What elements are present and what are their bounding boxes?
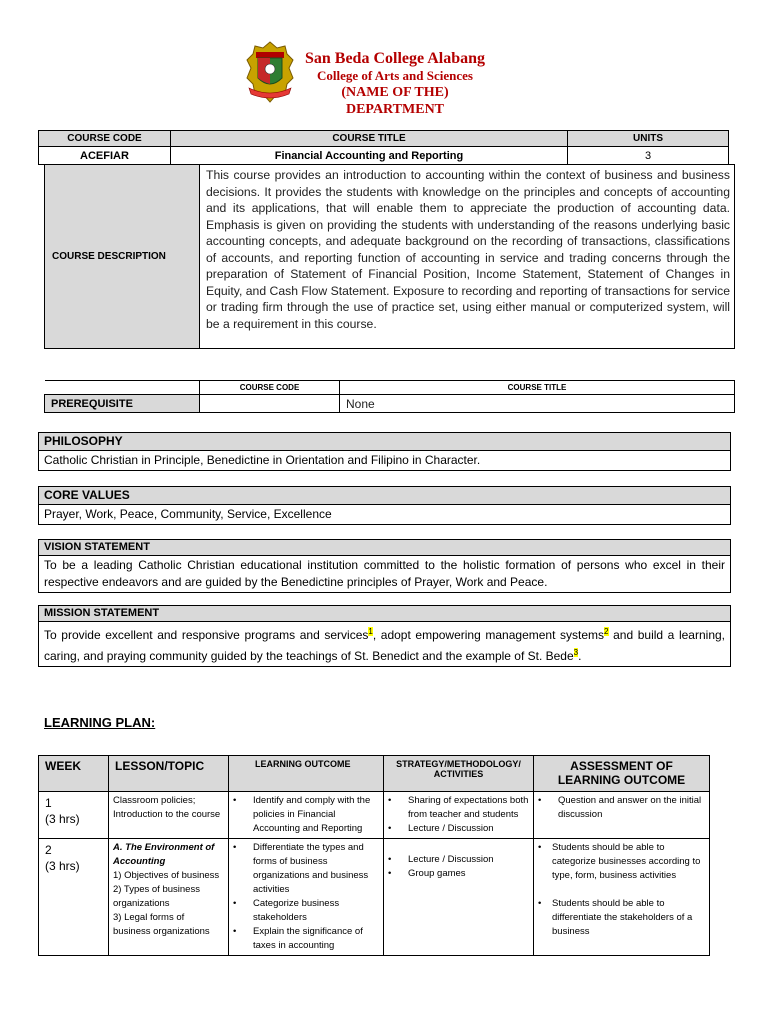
- list-item: • Lecture / Discussion: [388, 853, 529, 867]
- mission-part-3: and build a learning, caring, and praying community guided by the teachings of St. Benedict and the example of St. Bede: [44, 628, 725, 663]
- college-seal-logo: [243, 40, 297, 106]
- header: [300, 50, 490, 118]
- mission-part-4: .: [578, 649, 582, 663]
- core-values-label: CORE VALUES: [39, 487, 730, 505]
- table-row: [39, 839, 710, 956]
- department-line1: (NAME OF THE): [341, 85, 449, 100]
- learning-plan-title: LEARNING PLAN:: [44, 715, 156, 730]
- assessment-header: ASSESSMENT OF LEARNING OUTCOME: [534, 756, 710, 792]
- course-title: Financial Accounting and Reporting: [171, 147, 568, 165]
- course-units: 3: [568, 147, 729, 165]
- learning-plan-table: [38, 755, 710, 956]
- mission-label: MISSION STATEMENT: [39, 606, 730, 622]
- course-description-label: COURSE DESCRIPTION: [45, 165, 200, 349]
- philosophy-label: PHILOSOPHY: [39, 433, 730, 451]
- list-item: • Explain the significance of taxes in accounting: [233, 925, 379, 953]
- strategy-header: STRATEGY/METHODOLOGY/ ACTIVITIES: [384, 756, 534, 792]
- mission-section: [38, 605, 731, 667]
- footnote-marker-3: 3: [573, 648, 579, 657]
- vision-label: VISION STATEMENT: [39, 540, 730, 556]
- mission-part-2: , adopt empowering management systems: [372, 628, 605, 642]
- table-row: [39, 792, 710, 839]
- assessment-cell: [534, 839, 710, 956]
- footnote-marker-1: 1: [368, 627, 373, 636]
- week-hours: (3 hrs): [45, 859, 80, 873]
- week-cell: [39, 839, 109, 956]
- week-cell: [39, 792, 109, 839]
- lesson-item: 2) Types of business organizations: [113, 884, 200, 909]
- course-description-table: [44, 164, 735, 349]
- lesson-item: 3) Legal forms of business organizations: [113, 912, 210, 937]
- prerequisite-spacer: [45, 381, 200, 395]
- mission-part-1: To provide excellent and responsive programs and services: [44, 628, 369, 642]
- course-title-header: COURSE TITLE: [171, 131, 568, 147]
- week-number: 2: [45, 843, 52, 857]
- prerequisite-label: PREREQUISITE: [45, 395, 200, 413]
- list-item: • Lecture / Discussion: [388, 822, 529, 836]
- footnote-marker-2: 2: [604, 627, 609, 636]
- mission-text: [39, 622, 730, 666]
- college-name: College of Arts and Sciences: [317, 68, 473, 83]
- week-hours: (3 hrs): [45, 812, 80, 826]
- course-code-header: COURSE CODE: [39, 131, 171, 147]
- list-item: • Students should be able to differentiate the stakeholders of a business: [538, 897, 705, 939]
- strategy-cell: [384, 839, 534, 956]
- lesson-cell: [109, 839, 229, 956]
- course-description-text: This course provides an introduction to accounting within the context of business and business decisions. It provides the students with knowledge on the principles and concepts of accounting and its applications, that will enable them to appreciate the production of accounting data. Emphasis is given on providing the students with understanding of the reasons underlying basic accounting concepts, and adequate background on the recording of transactions, classifications of accounts, and reporting function of accounting in service and trading concerns through the preparation of Statement of Financial Position, Income Statement, Statement of Changes in Equity, and Cash Flow Statement. Exposure to recording and reporting of transactions for service or trading firm through the use of practice set, using either manual or computerized system, will be a requirement in this course.: [200, 165, 735, 349]
- strategy-cell: [384, 792, 534, 839]
- vision-section: [38, 539, 731, 593]
- philosophy-text: Catholic Christian in Principle, Benedictine in Orientation and Filipino in Character.: [44, 453, 481, 467]
- assessment-cell: [534, 792, 710, 839]
- week-header: WEEK: [39, 756, 109, 792]
- prerequisite-table: [44, 380, 735, 413]
- vision-text: To be a leading Catholic Christian educational institution committed to the holistic formation of persons who excel in their respective endeavors and are guided by the Benedictine principles of Prayer, Work and Peace.: [44, 558, 725, 589]
- prereq-title-header: COURSE TITLE: [340, 381, 735, 395]
- list-item: • Students should be able to categorize businesses according to type, form, business activities: [538, 841, 705, 883]
- core-values-text: Prayer, Work, Peace, Community, Service, Excellence: [44, 507, 332, 521]
- list-item: • Categorize business stakeholders: [233, 897, 379, 925]
- list-item: • Differentiate the types and forms of business organizations and business activities: [233, 841, 379, 897]
- course-table: [38, 130, 729, 165]
- list-item: • Question and answer on the initial discussion: [538, 794, 705, 822]
- school-name: San Beda College Alabang: [304, 50, 486, 67]
- outcome-cell: [229, 839, 384, 956]
- core-values-section: [38, 486, 731, 525]
- prerequisite-title: None: [340, 395, 735, 413]
- week-number: 1: [45, 796, 52, 810]
- lesson-cell: Classroom policies; Introduction to the course: [109, 792, 229, 839]
- outcome-cell: [229, 792, 384, 839]
- list-item: • Sharing of expectations both from teacher and students: [388, 794, 529, 822]
- prereq-code-header: COURSE CODE: [200, 381, 340, 395]
- lesson-header: LESSON/TOPIC: [109, 756, 229, 792]
- list-item: • Group games: [388, 867, 529, 881]
- philosophy-section: [38, 432, 731, 471]
- course-code: ACEFIAR: [39, 147, 171, 165]
- lesson-title: A. The Environment of Accounting: [113, 842, 215, 867]
- department-line2: DEPARTMENT: [345, 102, 445, 117]
- outcome-header: LEARNING OUTCOME: [229, 756, 384, 792]
- lesson-item: 1) Objectives of business: [113, 870, 220, 881]
- prerequisite-code: [200, 395, 340, 413]
- units-header: UNITS: [568, 131, 729, 147]
- list-item: • Identify and comply with the policies in Financial Accounting and Reporting: [233, 794, 379, 836]
